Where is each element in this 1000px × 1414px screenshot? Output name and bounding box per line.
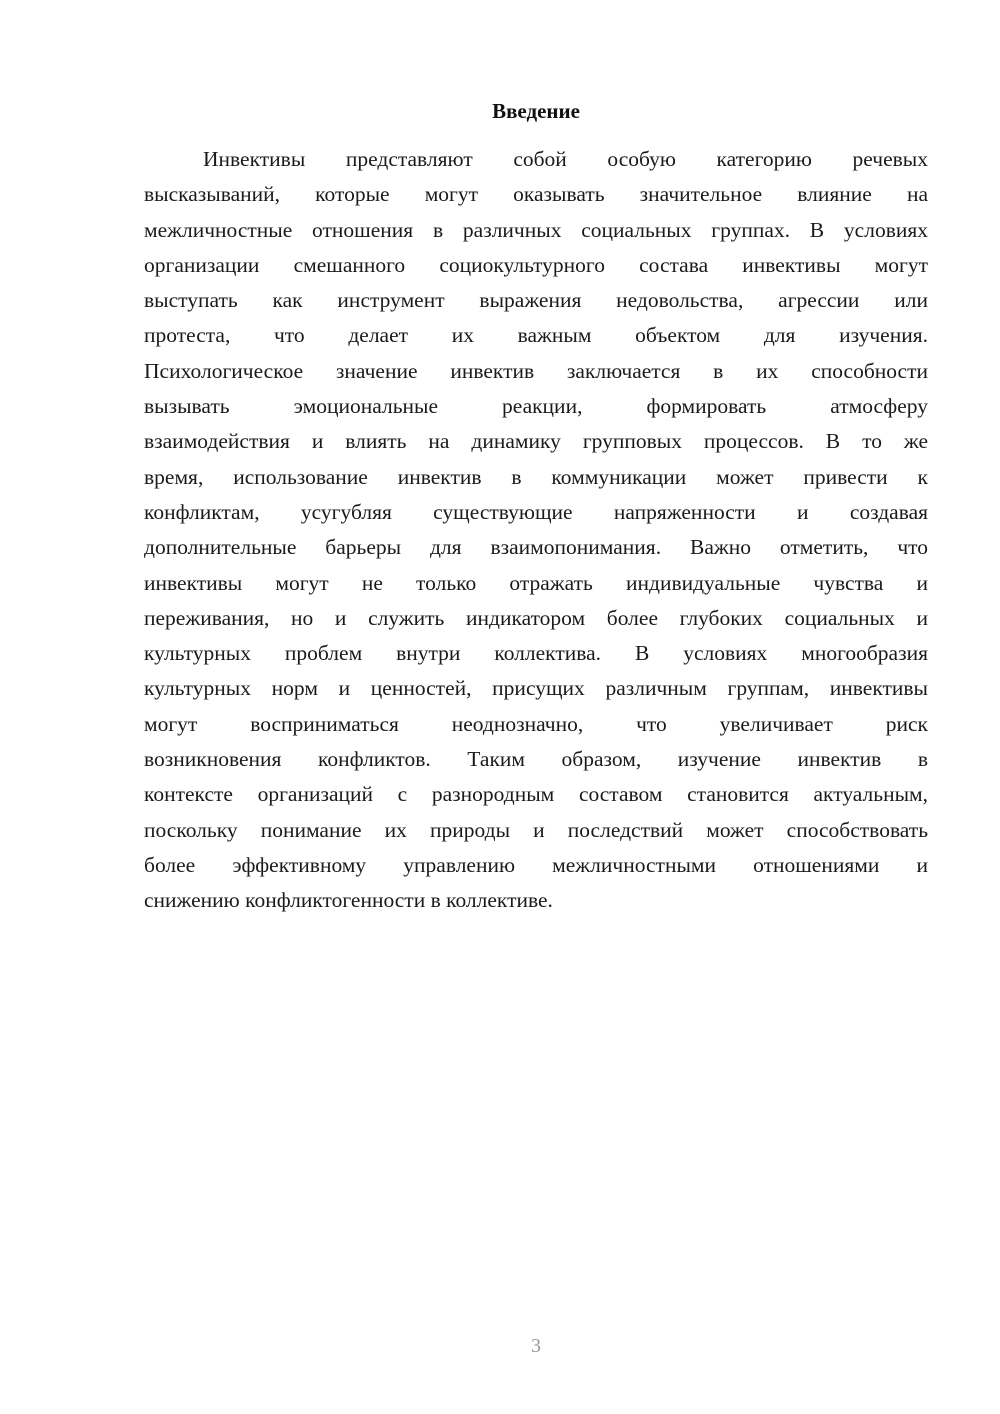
- paragraph-line: контексте организаций с разнородным составом становится актуальным,: [144, 782, 928, 807]
- paragraph-line: взаимодействия и влиять на динамику групповых процессов. В то же: [144, 429, 928, 454]
- intro-paragraph: [144, 142, 928, 919]
- paragraph-line: дополнительные барьеры для взаимопонимания. Важно отметить, что: [144, 535, 928, 560]
- paragraph-line: инвективы могут не только отражать индивидуальные чувства и: [144, 570, 928, 595]
- paragraph-line: снижению конфликтогенности в коллективе.: [144, 888, 553, 913]
- paragraph-line: Психологическое значение инвектив заключается в их способности: [144, 358, 928, 383]
- paragraph-line: межличностные отношения в различных социальных группах. В условиях: [144, 217, 928, 242]
- paragraph-line: вызывать эмоциональные реакции, формировать атмосферу: [144, 394, 928, 419]
- paragraph-line: организации смешанного социокультурного состава инвективы могут: [144, 252, 928, 277]
- section-heading: Введение: [492, 99, 580, 123]
- paragraph-line: поскольку понимание их природы и последствий может способствовать: [144, 817, 928, 842]
- paragraph-line: культурных норм и ценностей, присущих различным группам, инвективы: [144, 676, 928, 701]
- paragraph-line: переживания, но и служить индикатором более глубоких социальных и: [144, 605, 928, 630]
- paragraph-line: более эффективному управлению межличностными отношениями и: [144, 852, 928, 877]
- paragraph-line: возникновения конфликтов. Таким образом, изучение инвектив в: [144, 747, 928, 772]
- paragraph-line: протеста, что делает их важным объектом для изучения.: [144, 323, 928, 348]
- paragraph-line: Инвективы представляют собой особую категорию речевых: [203, 147, 928, 171]
- paragraph-line: время, использование инвектив в коммуникации может привести к: [144, 464, 928, 489]
- paragraph-line: культурных проблем внутри коллектива. В условиях многообразия: [144, 641, 928, 666]
- paragraph-line: конфликтам, усугубляя существующие напряженности и создавая: [144, 499, 928, 524]
- paragraph-line: выступать как инструмент выражения недовольства, агрессии или: [144, 288, 928, 313]
- paragraph-line: высказываний, которые могут оказывать значительное влияние на: [144, 182, 928, 207]
- paragraph-line: могут восприниматься неоднозначно, что увеличивает риск: [144, 711, 928, 736]
- page-number: 3: [531, 1335, 541, 1357]
